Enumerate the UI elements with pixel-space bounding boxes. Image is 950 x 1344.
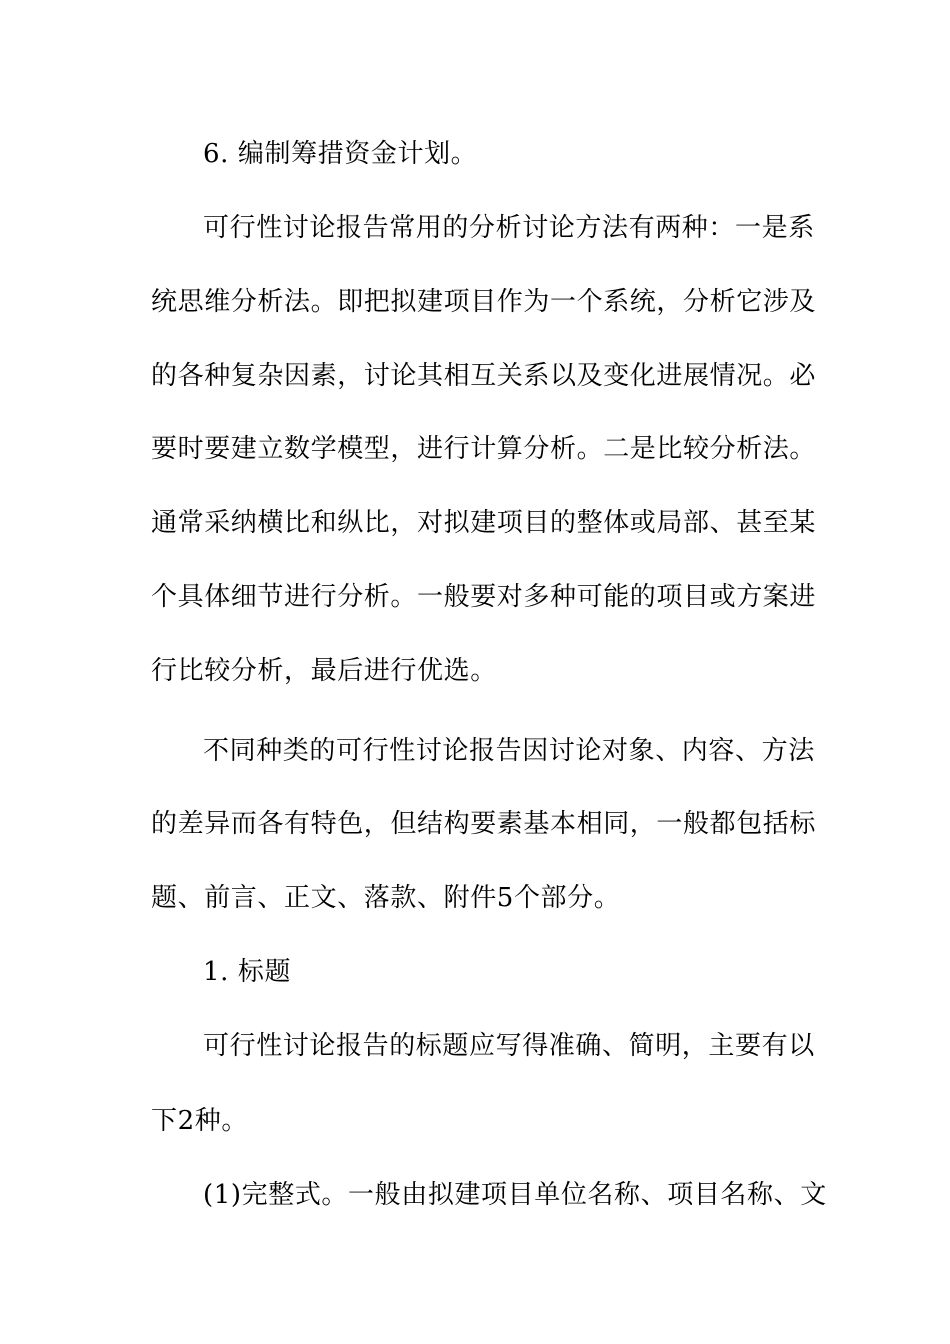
text-line: 的差异而各有特色，但结构要素基本相同，一般都包括标 — [151, 809, 817, 839]
section-heading: 1. 标题 — [203, 957, 292, 987]
text-line: 行比较分析，最后进行优选。 — [151, 656, 497, 686]
text-line: 的各种复杂因素，讨论其相互关系以及变化进展情况。必 — [151, 361, 817, 391]
text-line: 下2种。 — [151, 1106, 248, 1136]
text-line: 统思维分析法。即把拟建项目作为一个系统，分析它涉及 — [151, 287, 817, 317]
text-line: 可行性讨论报告的标题应写得准确、简明，主要有以 — [203, 1031, 815, 1061]
text-line: 个具体细节进行分析。一般要对多种可能的项目或方案进 — [151, 582, 817, 612]
text-line: 可行性讨论报告常用的分析讨论方法有两种：一是系 — [203, 213, 815, 243]
text-line: 不同种类的可行性讨论报告因讨论对象、内容、方法 — [203, 736, 815, 766]
text-line: 6. 编制筹措资金计划。 — [203, 139, 478, 169]
text-line: 通常采纳横比和纵比，对拟建项目的整体或局部、甚至某 — [151, 508, 817, 538]
text-line: 要时要建立数学模型，进行计算分析。二是比较分析法。 — [151, 434, 817, 464]
text-line: (1)完整式。一般由拟建项目单位名称、项目名称、文 — [203, 1180, 827, 1210]
text-line: 题、前言、正文、落款、附件5个部分。 — [151, 883, 621, 913]
